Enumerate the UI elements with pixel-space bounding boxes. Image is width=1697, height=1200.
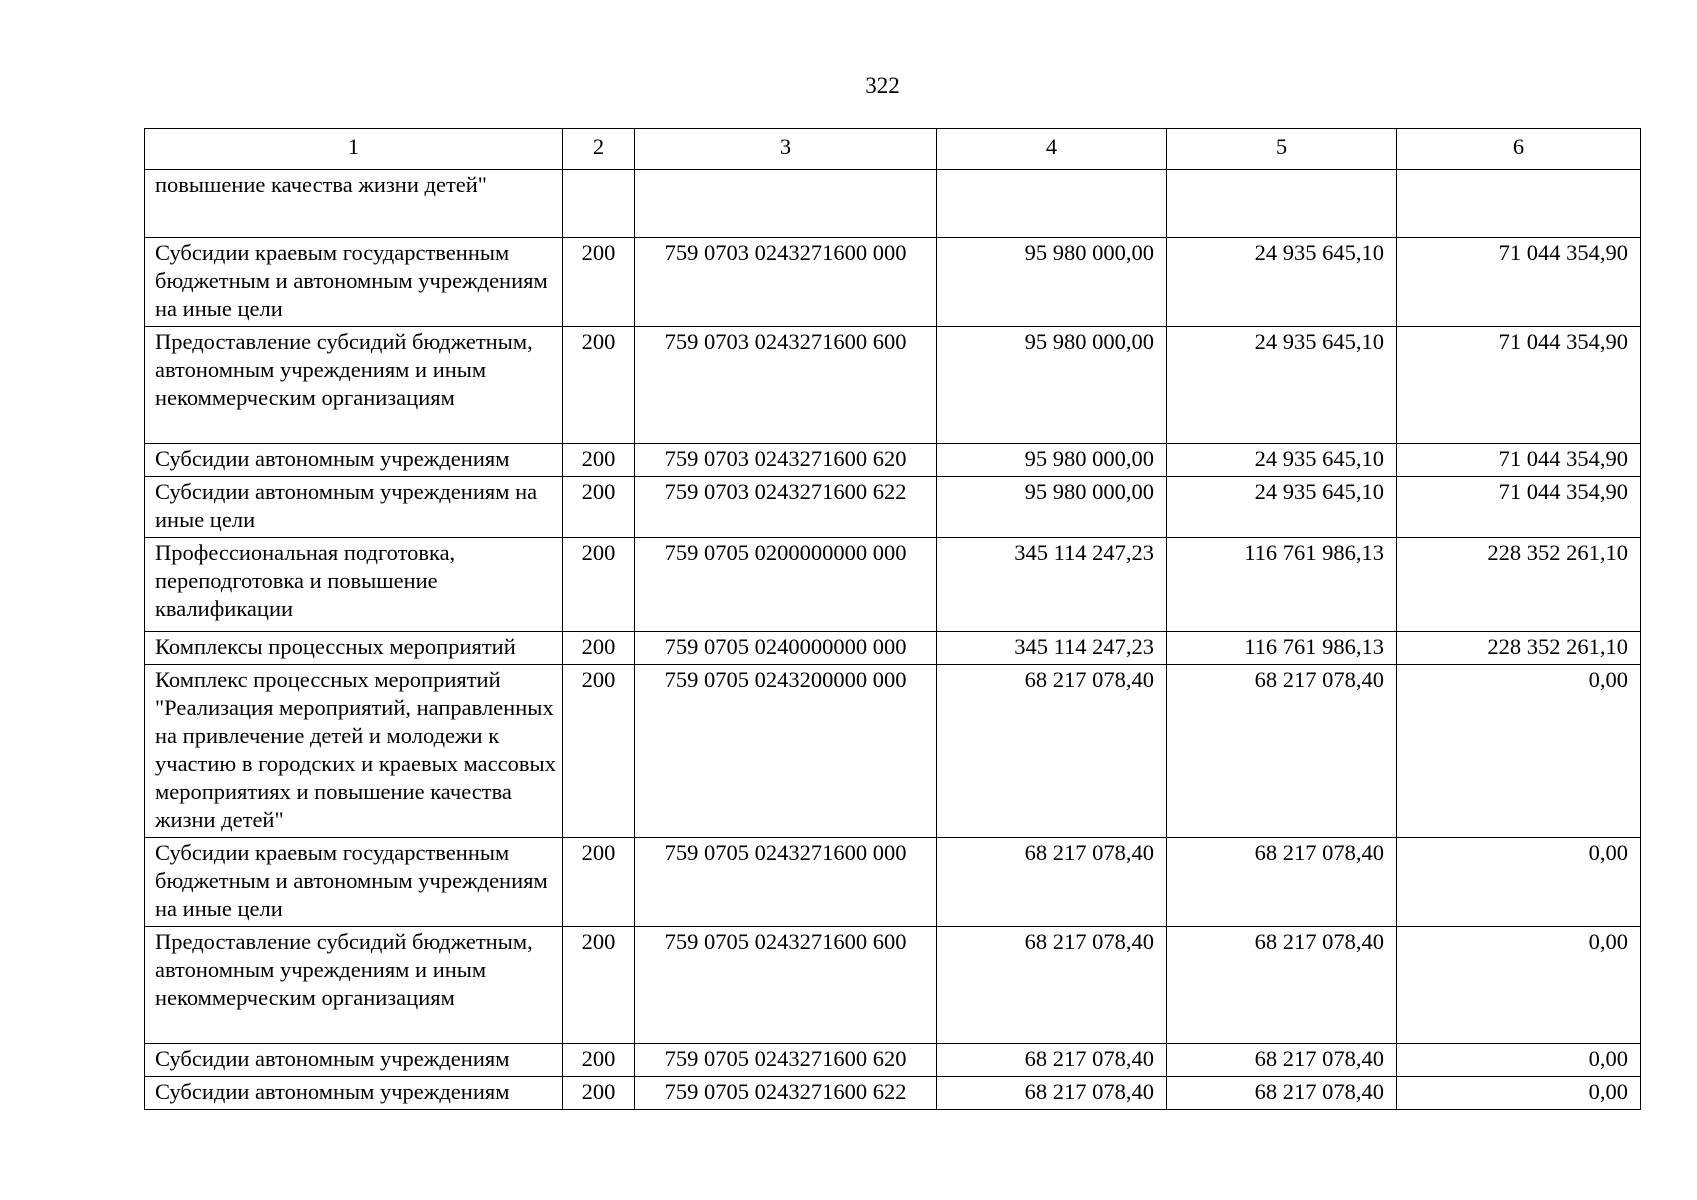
cell-classification: 759 0705 0243271600 622: [635, 1077, 937, 1110]
cell-unexecuted: 0,00: [1397, 1077, 1641, 1110]
cell-unexecuted: 71 044 354,90: [1397, 238, 1641, 327]
cell-unexecuted: 0,00: [1397, 838, 1641, 927]
cell-code: [563, 170, 635, 238]
cell-approved: 68 217 078,40: [937, 838, 1167, 927]
cell-executed: 24 935 645,10: [1167, 238, 1397, 327]
cell-name: Комплекс процессных мероприятий "Реализация мероприятий, направленных на привлечение детей и молодежи к участию в городских и краевых массовых мероприятиях и повышение качества жизни детей": [145, 665, 563, 838]
cell-classification: 759 0705 0200000000 000: [635, 538, 937, 632]
cell-classification: 759 0703 0243271600 620: [635, 444, 937, 477]
cell-approved: 345 114 247,23: [937, 538, 1167, 632]
cell-unexecuted: 0,00: [1397, 665, 1641, 838]
cell-approved: 95 980 000,00: [937, 327, 1167, 444]
cell-code: 200: [563, 665, 635, 838]
cell-name: Субсидии краевым государственным бюджетным и автономным учреждениям на иные цели: [145, 238, 563, 327]
cell-name: Субсидии автономным учреждениям: [145, 1077, 563, 1110]
cell-executed: 68 217 078,40: [1167, 927, 1397, 1044]
cell-code: 200: [563, 1077, 635, 1110]
cell-approved: 95 980 000,00: [937, 444, 1167, 477]
table-row: [145, 444, 1641, 477]
table-row: [145, 238, 1641, 327]
header-row: [145, 129, 1641, 170]
cell-code: 200: [563, 927, 635, 1044]
cell-approved: 68 217 078,40: [937, 1044, 1167, 1077]
cell-name: Субсидии автономным учреждениям на иные цели: [145, 477, 563, 538]
cell-classification: 759 0705 0243271600 620: [635, 1044, 937, 1077]
cell-name: Субсидии автономным учреждениям: [145, 1044, 563, 1077]
cell-unexecuted: 228 352 261,10: [1397, 632, 1641, 665]
table-row: [145, 1044, 1641, 1077]
cell-executed: 116 761 986,13: [1167, 632, 1397, 665]
cell-unexecuted: 0,00: [1397, 1044, 1641, 1077]
table-row: [145, 538, 1641, 632]
cell-name: повышение качества жизни детей": [145, 170, 563, 238]
header-col-6: 6: [1397, 129, 1641, 170]
cell-code: 200: [563, 477, 635, 538]
cell-classification: 759 0703 0243271600 600: [635, 327, 937, 444]
cell-name: Предоставление субсидий бюджетным, автономным учреждениям и иным некоммерческим организациям: [145, 327, 563, 444]
cell-approved: 68 217 078,40: [937, 665, 1167, 838]
cell-unexecuted: 228 352 261,10: [1397, 538, 1641, 632]
table-row: [145, 632, 1641, 665]
cell-code: 200: [563, 444, 635, 477]
cell-executed: 24 935 645,10: [1167, 327, 1397, 444]
cell-executed: 68 217 078,40: [1167, 838, 1397, 927]
cell-classification: 759 0705 0243200000 000: [635, 665, 937, 838]
cell-classification: 759 0705 0243271600 600: [635, 927, 937, 1044]
cell-code: 200: [563, 238, 635, 327]
table-row: [145, 1077, 1641, 1110]
table-row: [145, 838, 1641, 927]
cell-approved: [937, 170, 1167, 238]
cell-name: Предоставление субсидий бюджетным, автономным учреждениям и иным некоммерческим организациям: [145, 927, 563, 1044]
table-row: [145, 170, 1641, 238]
cell-unexecuted: 0,00: [1397, 927, 1641, 1044]
header-col-5: 5: [1167, 129, 1397, 170]
cell-classification: 759 0703 0243271600 622: [635, 477, 937, 538]
cell-name: Профессиональная подготовка, переподготовка и повышение квалификации: [145, 538, 563, 632]
cell-code: 200: [563, 538, 635, 632]
page-number: 322: [865, 73, 900, 98]
table-row: [145, 477, 1641, 538]
header-col-1: 1: [145, 129, 563, 170]
cell-approved: 345 114 247,23: [937, 632, 1167, 665]
cell-approved: 95 980 000,00: [937, 477, 1167, 538]
cell-code: 200: [563, 327, 635, 444]
cell-executed: [1167, 170, 1397, 238]
cell-approved: 68 217 078,40: [937, 1077, 1167, 1110]
header-col-3: 3: [635, 129, 937, 170]
cell-classification: 759 0705 0240000000 000: [635, 632, 937, 665]
table-row: [145, 927, 1641, 1044]
cell-unexecuted: [1397, 170, 1641, 238]
cell-executed: 24 935 645,10: [1167, 444, 1397, 477]
budget-table: [144, 128, 1641, 1110]
cell-name: Субсидии автономным учреждениям: [145, 444, 563, 477]
cell-executed: 68 217 078,40: [1167, 665, 1397, 838]
cell-name: Комплексы процессных мероприятий: [145, 632, 563, 665]
header-col-2: 2: [563, 129, 635, 170]
cell-name: Субсидии краевым государственным бюджетным и автономным учреждениям на иные цели: [145, 838, 563, 927]
cell-executed: 24 935 645,10: [1167, 477, 1397, 538]
cell-code: 200: [563, 632, 635, 665]
table-row: [145, 665, 1641, 838]
cell-code: 200: [563, 1044, 635, 1077]
cell-executed: 116 761 986,13: [1167, 538, 1397, 632]
cell-unexecuted: 71 044 354,90: [1397, 327, 1641, 444]
cell-approved: 68 217 078,40: [937, 927, 1167, 1044]
table-header: [145, 129, 1641, 170]
cell-approved: 95 980 000,00: [937, 238, 1167, 327]
cell-classification: 759 0705 0243271600 000: [635, 838, 937, 927]
cell-code: 200: [563, 838, 635, 927]
cell-executed: 68 217 078,40: [1167, 1044, 1397, 1077]
table-row: [145, 327, 1641, 444]
cell-unexecuted: 71 044 354,90: [1397, 477, 1641, 538]
cell-unexecuted: 71 044 354,90: [1397, 444, 1641, 477]
table-body: [145, 170, 1641, 1110]
cell-classification: [635, 170, 937, 238]
header-col-4: 4: [937, 129, 1167, 170]
cell-executed: 68 217 078,40: [1167, 1077, 1397, 1110]
cell-classification: 759 0703 0243271600 000: [635, 238, 937, 327]
